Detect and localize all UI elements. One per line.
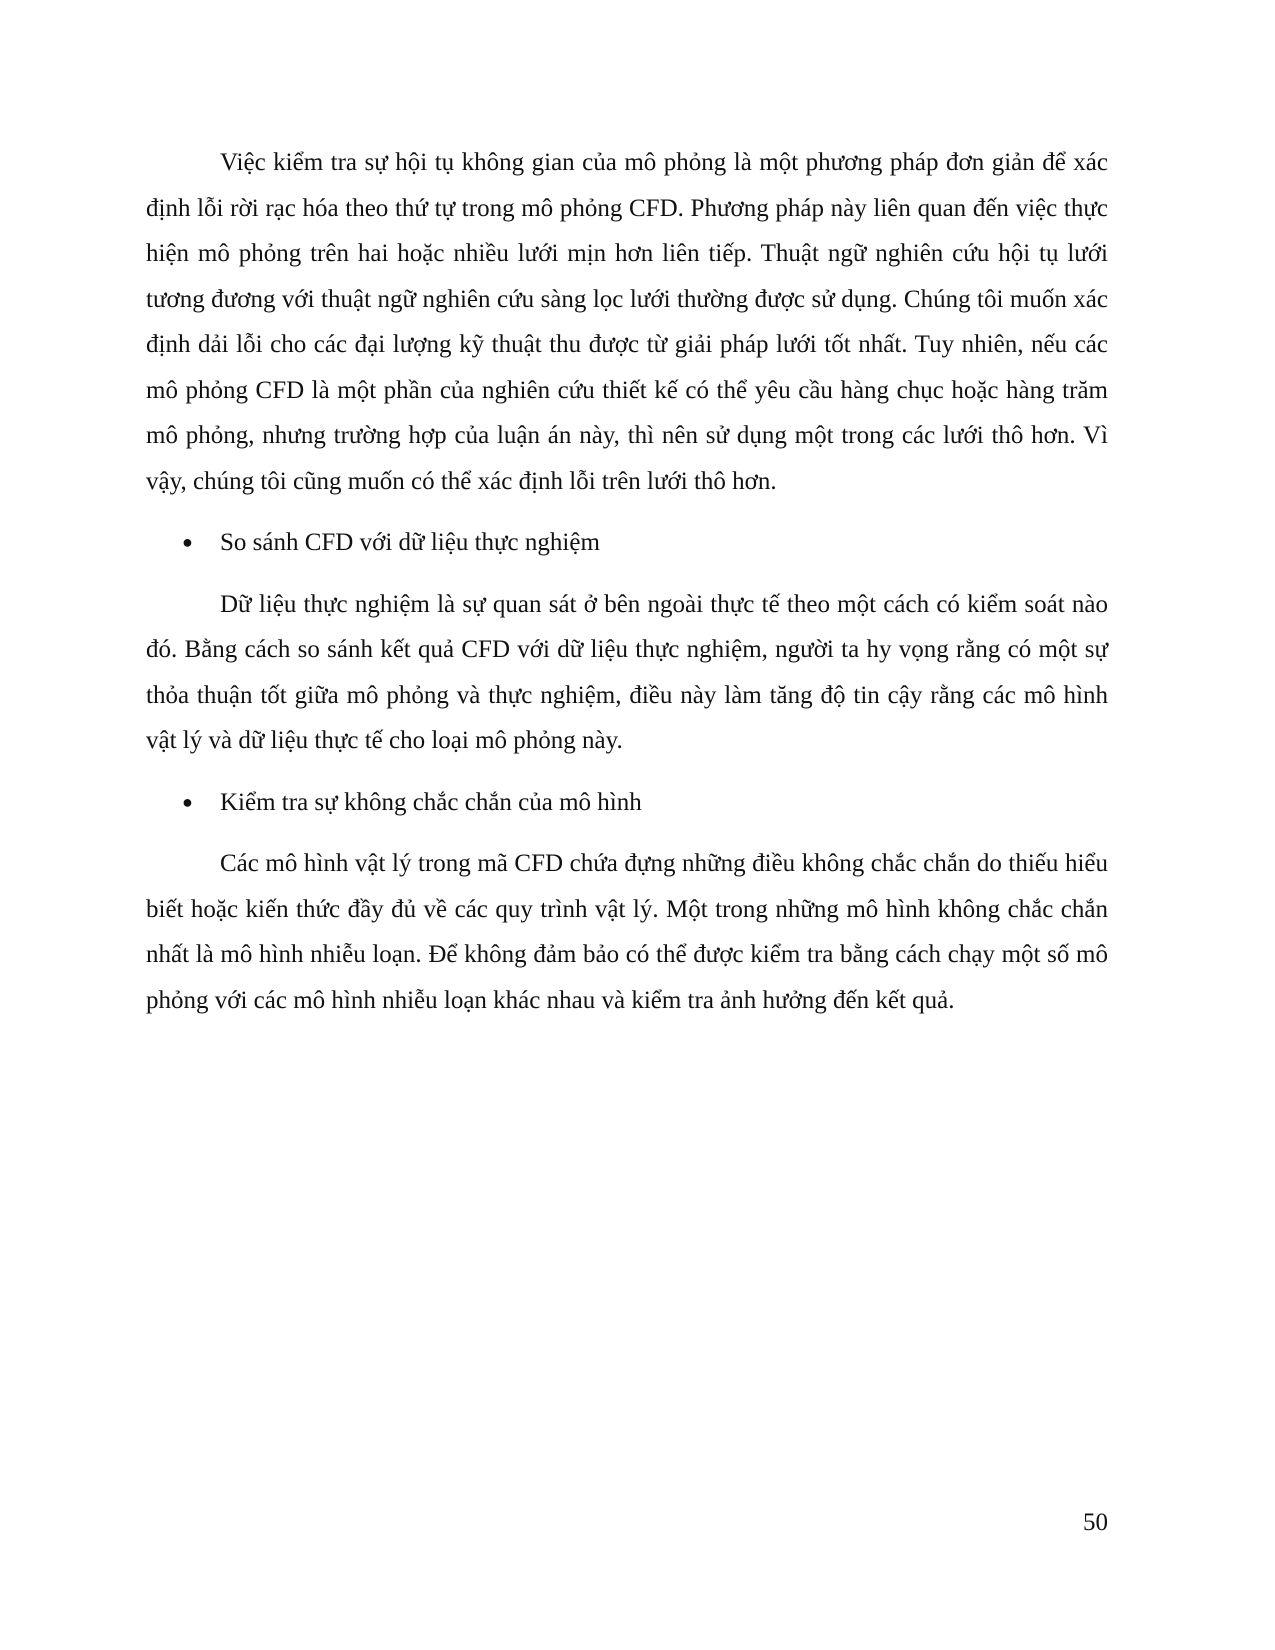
bullet-item-cfd-vs-experiment (146, 520, 1108, 566)
paragraph-experimental-data: Dữ liệu thực nghiệm là sự quan sát ở bên ngoài thực tế theo một cách có kiểm soát nào đó. Bằng cách so sánh kết quả CFD với dữ liệu thực nghiệm, người ta hy vọng rằng có một sự thỏa thuận tốt giữa mô phỏng và thực nghiệm, điều này làm tăng độ tin cậy rằng các mô hình vật lý và dữ liệu thực tế cho loại mô phỏng này. (146, 590, 1108, 754)
page-number: 50 (1083, 1509, 1108, 1536)
page-content (146, 140, 1108, 1039)
bullet-dot-icon: ● (182, 791, 193, 812)
bullet-label: So sánh CFD với dữ liệu thực nghiệm (220, 529, 600, 556)
paragraph-grid-convergence: Việc kiểm tra sự hội tụ không gian của mô phỏng là một phương pháp đơn giản để xác định lỗi rời rạc hóa theo thứ tự trong mô phỏng CFD. Phương pháp này liên quan đến việc thực hiện mô phỏng trên hai hoặc nhiều lưới mịn hơn liên tiếp. Thuật ngữ nghiên cứu hội tụ lưới tương đương với thuật ngữ nghiên cứu sàng lọc lưới thường được sử dụng. Chúng tôi muốn xác định dải lỗi cho các đại lượng kỹ thuật thu được từ giải pháp lưới tốt nhất. Tuy nhiên, nếu các mô phỏng CFD là một phần của nghiên cứu thiết kế có thể yêu cầu hàng chục hoặc hàng trăm mô phỏng, nhưng trường hợp của luận án này, thì nên sử dụng một trong các lưới thô hơn. Vì vậy, chúng tôi cũng muốn có thể xác định lỗi trên lưới thô hơn. (146, 149, 1108, 495)
bullet-dot-icon: ● (182, 532, 193, 552)
bullet-label: Kiểm tra sự không chắc chắn của mô hình (220, 788, 642, 816)
bullet-item-model-uncertainty (146, 780, 1108, 826)
paragraph-turbulence-models: Các mô hình vật lý trong mã CFD chứa đựng những điều không chắc chắn do thiếu hiểu biết hoặc kiến thức đầy đủ về các quy trình vật lý. Một trong những mô hình không chắc chắn nhất là mô hình nhiễu loạn. Để không đảm bảo có thể được kiểm tra bằng cách chạy một số mô phỏng với các mô hình nhiễu loạn khác nhau và kiểm tra ảnh hưởng đến kết quả. (146, 850, 1108, 1014)
